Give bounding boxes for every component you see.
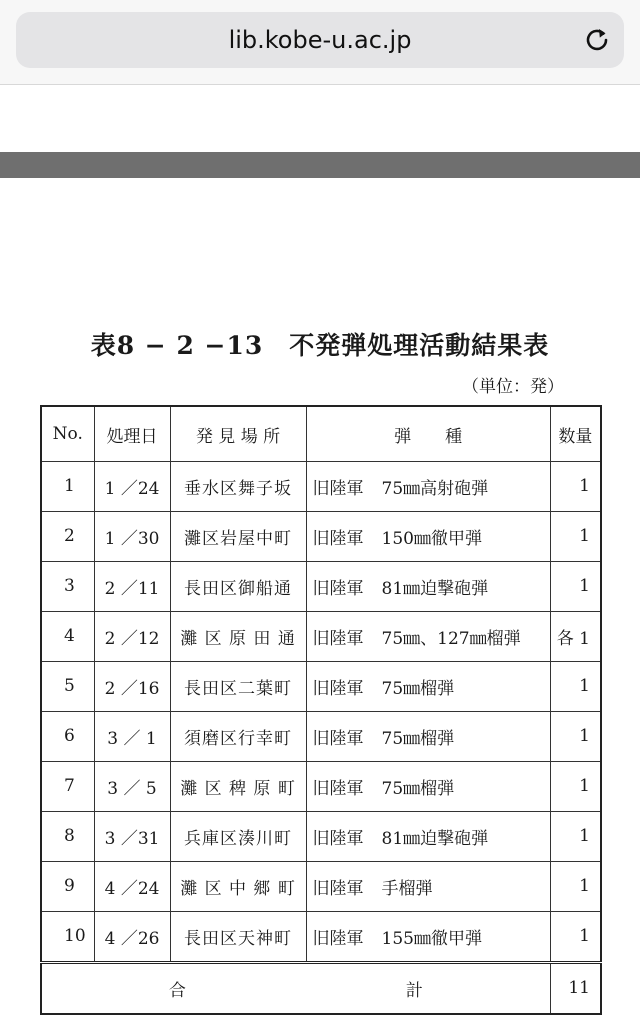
total-label-right: 計 [405, 980, 423, 1001]
cell-type [306, 462, 550, 512]
total-label-left: 合 [168, 980, 186, 1001]
address-bar[interactable] [16, 12, 624, 68]
table-row [41, 711, 601, 761]
cell-qty: 1 [550, 511, 601, 561]
cell-place: 長田区御船通 [170, 561, 306, 611]
type-category: 旧陸軍 [312, 878, 364, 899]
page-header-band [0, 152, 640, 178]
header-date: 処理日 [94, 406, 170, 462]
type-category: 旧陸軍 [312, 828, 364, 849]
type-description: 75㎜榴弾 [381, 678, 455, 699]
table-title: 表8 − 2 −13 不発弾処理活動結果表 [90, 331, 550, 360]
results-table [40, 405, 602, 1015]
type-description: 75㎜榴弾 [381, 728, 455, 749]
table-row [41, 811, 601, 861]
cell-place: 灘区岩屋中町 [170, 511, 306, 561]
cell-date: 4 ／24 [94, 861, 170, 911]
total-row [41, 962, 601, 1014]
table-row [41, 661, 601, 711]
cell-date: 1 ／24 [94, 462, 170, 512]
cell-place: 灘 区 中 郷 町 [170, 861, 306, 911]
cell-place: 長田区天神町 [170, 911, 306, 962]
cell-qty: 1 [550, 861, 601, 911]
table-row [41, 911, 601, 962]
cell-date: 3 ／31 [94, 811, 170, 861]
cell-no: 3 [41, 561, 94, 611]
url-text[interactable]: lib.kobe-u.ac.jp [228, 26, 412, 54]
cell-no: 5 [41, 661, 94, 711]
cell-date: 2 ／11 [94, 561, 170, 611]
header-qty: 数量 [550, 406, 601, 462]
cell-place: 長田区二葉町 [170, 661, 306, 711]
cell-place: 垂水区舞子坂 [170, 462, 306, 512]
header-no: No. [41, 406, 94, 462]
type-category: 旧陸軍 [312, 678, 364, 699]
cell-no: 4 [41, 611, 94, 661]
type-category: 旧陸軍 [312, 928, 364, 949]
cell-type [306, 811, 550, 861]
cell-type [306, 761, 550, 811]
cell-qty: 1 [550, 561, 601, 611]
cell-qty: 1 [550, 711, 601, 761]
cell-date: 4 ／26 [94, 911, 170, 962]
cell-date: 2 ／12 [94, 611, 170, 661]
cell-place: 灘 区 原 田 通 [170, 611, 306, 661]
reload-icon[interactable] [582, 25, 612, 55]
cell-qty: 1 [550, 811, 601, 861]
type-category: 旧陸軍 [312, 728, 364, 749]
table-row [41, 761, 601, 811]
header-row [41, 406, 601, 462]
type-description: 75㎜高射砲弾 [381, 478, 489, 499]
cell-no: 7 [41, 761, 94, 811]
type-description: 75㎜、127㎜榴弾 [381, 628, 521, 649]
unit-note: （単位：発） [462, 377, 564, 397]
type-description: 75㎜榴弾 [381, 778, 455, 799]
cell-place: 灘 区 稗 原 町 [170, 761, 306, 811]
cell-place: 須磨区行幸町 [170, 711, 306, 761]
total-value: 11 [550, 962, 601, 1014]
total-label [41, 962, 550, 1014]
cell-no: 9 [41, 861, 94, 911]
cell-type [306, 611, 550, 661]
cell-type [306, 511, 550, 561]
type-description: 155㎜徹甲弾 [381, 928, 482, 949]
type-category: 旧陸軍 [312, 778, 364, 799]
cell-date: 3 ／ 5 [94, 761, 170, 811]
cell-qty: 各 1 [550, 611, 601, 661]
header-type: 弾 種 [306, 406, 550, 462]
cell-qty: 1 [550, 911, 601, 962]
cell-type [306, 911, 550, 962]
browser-toolbar [0, 0, 640, 85]
cell-no: 1 [41, 462, 94, 512]
cell-type [306, 561, 550, 611]
cell-qty: 1 [550, 462, 601, 512]
cell-type [306, 711, 550, 761]
table-row [41, 861, 601, 911]
type-description: 81㎜迫撃砲弾 [381, 828, 489, 849]
cell-qty: 1 [550, 761, 601, 811]
cell-no: 2 [41, 511, 94, 561]
type-description: 150㎜徹甲弾 [381, 528, 482, 549]
cell-no: 8 [41, 811, 94, 861]
header-place: 発 見 場 所 [170, 406, 306, 462]
type-category: 旧陸軍 [312, 578, 364, 599]
cell-place: 兵庫区湊川町 [170, 811, 306, 861]
type-category: 旧陸軍 [312, 628, 364, 649]
type-category: 旧陸軍 [312, 528, 364, 549]
cell-date: 1 ／30 [94, 511, 170, 561]
table-row [41, 561, 601, 611]
cell-no: 6 [41, 711, 94, 761]
table-row [41, 462, 601, 512]
type-category: 旧陸軍 [312, 478, 364, 499]
table-row [41, 611, 601, 661]
cell-type [306, 661, 550, 711]
cell-date: 2 ／16 [94, 661, 170, 711]
table-row [41, 511, 601, 561]
cell-type [306, 861, 550, 911]
type-description: 手榴弾 [381, 878, 433, 899]
cell-date: 3 ／ 1 [94, 711, 170, 761]
cell-qty: 1 [550, 661, 601, 711]
cell-no: 10 [41, 911, 94, 962]
type-description: 81㎜迫撃砲弾 [381, 578, 489, 599]
